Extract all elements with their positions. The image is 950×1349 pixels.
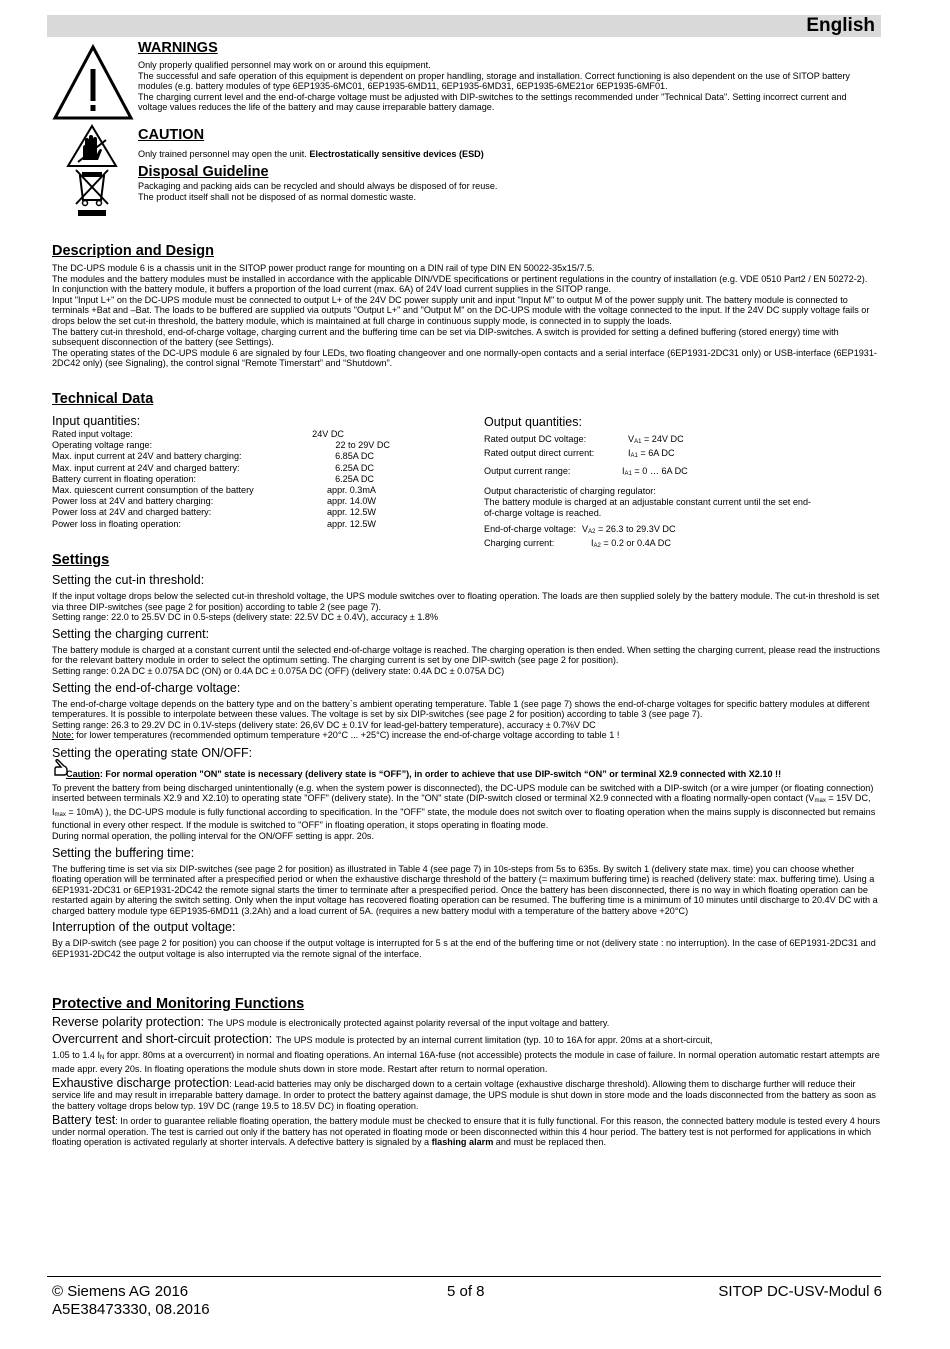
param-value: = 0.2 or 0.4A DC — [603, 538, 671, 549]
param-value: 24V DC — [312, 429, 344, 439]
eoc-range: Setting range: 26.3 to 29.2V DC in 0.1V-steps (delivery state: 26,6V DC ± 0.1V for lead-gel-battery temperature), accuracy ± 0.7%V DC — [52, 719, 596, 730]
param-subscript: A1 — [624, 471, 632, 478]
pointing-hand-icon — [52, 759, 70, 777]
param-label: Rated input voltage: — [52, 429, 133, 439]
onoff-subscript: max — [814, 798, 826, 805]
param-label: Rated output direct current: — [484, 448, 595, 459]
caution-section — [138, 127, 878, 160]
protective-title: Protective and Monitoring Functions — [52, 996, 305, 1012]
output-quantities — [484, 415, 844, 553]
reverse-polarity — [52, 1017, 882, 1029]
table-row — [52, 507, 412, 518]
param-value: = 0 … 6A DC — [634, 466, 688, 477]
param-value: 6.25A DC — [335, 473, 374, 484]
param-label: End-of-charge voltage: — [484, 524, 577, 535]
table-row — [484, 448, 844, 462]
reverse-title: Reverse polarity protection: — [52, 1015, 208, 1029]
disposal-section — [138, 164, 878, 202]
onoff-text-part: = 10mA) ), the DC-UPS module is fully functional according to specification. In the "OFF" state, the module does not switch over to floating operation when the mains supply is disconnected but remains functional in every other respect. If the module is switched to "OFF" in floating operation, it stops operating in floating mode. — [52, 806, 876, 831]
overcurrent-subscript: N — [100, 1055, 105, 1062]
input-quantities-table — [52, 429, 412, 530]
description-paragraph: The modules and the battery modules must be installed in accordance with the applicable DIN/VDE specifications or pertinent regulations in the country of installation (e.g. VDE 0510 Part2 / EN 50272-2). — [52, 273, 868, 284]
param-value: appr. 14.0W — [326, 496, 376, 507]
footer-divider — [47, 1276, 881, 1277]
param-value: = 24V DC — [643, 434, 684, 444]
overcurrent-text: 1.05 to 1.4 I — [52, 1050, 101, 1061]
overcurrent-cont — [52, 1050, 882, 1074]
onoff-text — [52, 783, 882, 831]
battery-test-title: Battery test — [52, 1113, 116, 1128]
warnings-line: Only properly qualified personnel may work on or around this equipment. — [138, 60, 431, 70]
footer-doc-id: A5E38473330, 08.2016 — [52, 1301, 210, 1318]
table-row — [52, 474, 412, 485]
input-quantities — [52, 414, 412, 530]
input-quantities-title: Input quantities: — [52, 414, 141, 428]
onoff-title: Setting the operating state ON/OFF: — [52, 745, 253, 760]
param-value: appr. 12.5W — [326, 518, 376, 529]
interruption-text: By a DIP-switch (see page 2 for position) you can choose if the output voltage is interrupted for 5 s at the end of the buffering time or not (delivery state : no interruption). In the case of 6EP1931-2DC31 and 6EP1931-2DC42 the output voltage is also interrupted via the remote signal of the interface. — [52, 938, 876, 960]
cutin-text: If the input voltage drops below the selected cut-in threshold voltage, the UPS module switches over to floating operation. The loads are then supplied solely by the battery module. The cut-in threshold is set via three DIP-switches (see page 2 for position) according to table 2 (see page 7). — [52, 591, 880, 612]
param-label: Power loss at 24V and charged battery: — [52, 507, 212, 518]
cutin-range: Setting range: 22.0 to 25.5V DC in 0.5-steps (delivery state: 22.5V DC ± 0.4V), accuracy ± 1.8% — [52, 612, 439, 623]
buffer-text: The buffering time is set via six DIP-switches (see page 2 for position) as illustrated in Table 4 (see page 7) in 10s-steps from 5s to 635s. By switch 1 (delivery state max. time) you can choose whether floating operation will be terminated after a prespecified period or when the exhaustive discharge threshold of the battery (= maximum buffering time) is reached (delivery state: max. buffering time). Using a 6EP1931-2DC31 or 6EP1931-2DC42 the remote signal starts the timer to terminate after a prespecified period. Once the battery has been disconnected, there is no way in which floating operation can be restarted again by altering the switch setting. Only when the input voltage has recovered floating operation can be resumed. The buffering time is a minimum of 10 minutes until discharge to 20.4V DC with a charged battery module type 6EP1935-6MD11 (3.2Ah) and a load current of 5A. (requires a new battery modul with a temperature of the battery above +20°C) — [52, 863, 878, 916]
charging-text: The battery module is charged at a constant current until the selected end-of-charge voltage is reached. The charging operation is then ended. When setting the charging current, please read the instructions for the relevant battery module in order to select the optimum setting. The charging current is set by one DIP-switch (see page 2 for position). — [52, 644, 880, 666]
param-label: Power loss in floating operation: — [52, 518, 181, 529]
onoff-text-part: = 15V DC, I — [52, 793, 871, 817]
param-value: 22 to 29V DC — [335, 440, 390, 451]
disposal-title: Disposal Guideline — [138, 164, 269, 180]
charge-char-title: Output characteristic of charging regulator: — [484, 485, 656, 496]
table-row — [52, 429, 412, 440]
exhaustive-title: Exhaustive discharge protection — [52, 1076, 230, 1091]
param-subscript: A2 — [588, 529, 596, 536]
output-quantities-title: Output quantities: — [484, 415, 582, 429]
param-symbol: V — [628, 434, 635, 444]
language-bar — [47, 15, 881, 37]
param-label: Max. quiescent current consumption of the battery — [52, 485, 254, 496]
footer-product: SITOP DC-USV-Modul 6 — [718, 1283, 882, 1300]
param-symbol: V — [582, 524, 589, 535]
table-row — [484, 538, 844, 552]
param-value: = 26.3 to 29.3V DC — [597, 524, 676, 535]
warning-triangle-icon — [52, 44, 134, 121]
table-row — [484, 466, 844, 480]
param-subscript: A1 — [630, 453, 638, 460]
table-row — [484, 524, 844, 538]
language-label: English — [806, 15, 875, 36]
buffer-title: Setting the buffering time: — [52, 845, 195, 860]
battery-test-text: and must be replaced then. — [493, 1137, 607, 1148]
param-subscript: A1 — [634, 439, 642, 445]
eoc-note — [52, 730, 882, 741]
esd-hand-icon — [66, 124, 118, 168]
onoff-caution — [52, 769, 882, 780]
table-row — [52, 463, 412, 474]
param-label: Operating voltage range: — [52, 440, 153, 451]
param-label: Rated output DC voltage: — [484, 434, 587, 444]
description-paragraph: Input "Input L+" on the DC-UPS module must be connected to output L+ of the 24V DC power supply unit and input "Input M" to output M of the power supply unit. The battery module is connected to terminals +Bat and –Bat. The loads to be buffered are supplied via outputs "Output L+" and "Output M" on the DC-UPS module with the voltage connected to the input. If the 24V DC supply voltage fails or drops below the set cut-in threshold, the battery module, which is maintained at full charge in continuous supply mode, is connected in to supply the loads. — [52, 294, 870, 326]
footer-copyright: © Siemens AG 2016 — [52, 1283, 189, 1300]
settings-title: Settings — [52, 552, 110, 568]
description-section — [52, 243, 882, 369]
description-title: Description and Design — [52, 243, 214, 259]
eoc-text: The end-of-charge voltage depends on the battery type and on the battery`s ambient operating temperature. Table 1 (see page 7) shows the end-of-charge voltages for specific battery modules at different temperatures. It is possible to interpolate between these values. The voltage is set by six DIP-switches (see page 2 for position) according to table 3 (see page 7). — [52, 698, 870, 720]
overcurrent — [52, 1031, 882, 1046]
description-paragraph: In conjunction with the battery module, it buffers a proportion of the load current (max. 6A) of 24V load current supplies in the SITOP range. — [52, 284, 612, 295]
param-label: Charging current: — [484, 538, 555, 549]
param-label: Output current range: — [484, 466, 571, 477]
battery-test-text: : In order to guarantee reliable floating operation, the battery module must be checked to ensure that it is fully functional. For this reason, the connected battery module is tested every 4 hours under normal operation. The test is carried out only if the battery has not operated in floating mode or been disconnected within this 4 hour period. The battery test is not performed for applications in which floating operation is activated regularly at shorter intervals. A defective battery is signaled by a — [52, 1116, 881, 1148]
reverse-text: The UPS module is electronically protected against polarity reversal of the input voltage and battery. — [207, 1018, 610, 1028]
onoff-caution-text — [52, 769, 882, 780]
onoff-text-part: To prevent the battery from being discharged unintentionally (e.g. when the system power is disconnected), the DC-UPS module can be switched with a DIP-switch (or a wire jumper (or floating connection) inserted between terminals X2.9 and X2.10) to operating state "OFF" (delivery state). In the "ON" state (DIP-switch closed or terminal X2.9 connected with a floating normally-open contact (V — [52, 782, 874, 804]
param-value: appr. 0.3mA — [326, 485, 376, 496]
note-text: for lower temperatures (recommended optimum temperature +20°C ... +25°C) increase the end-of-charge voltage according to table 1 ! — [73, 730, 620, 741]
warnings-title: WARNINGS — [138, 40, 218, 56]
warnings-line: The successful and safe operation of this equipment is dependent on proper handling, storage and installation. Correct functioning is also dependent on the use of SITOP battery modules (e.g. battery modules of type 6EP1935-6MC01, 6EP1935-6MD11, 6EP1935-6MD31, 6EP1935-6ME21or 6EP1935-6MF01. — [138, 70, 850, 92]
onoff-subscript: max — [54, 811, 66, 818]
charge-char-text: The battery module is charged at an adjustable constant current until the set end-of-charge voltage is reached. — [484, 496, 812, 519]
charging-range: Setting range: 0.2A DC ± 0.075A DC (ON) or 0.4A DC ± 0.075A DC (OFF) (delivery state: 0.4A DC ± 0.075A DC) — [52, 665, 505, 676]
charging-title: Setting the charging current: — [52, 626, 210, 641]
crossed-bin-icon — [70, 166, 114, 218]
caution-label: Caution — [66, 768, 100, 779]
param-label: Power loss at 24V and battery charging: — [52, 496, 214, 507]
param-symbol: I — [591, 538, 594, 549]
protective-section — [52, 996, 882, 1148]
technical-title: Technical Data — [52, 391, 154, 407]
onoff-text-polling: During normal operation, the polling interval for the ON/OFF setting is appr. 20s. — [52, 830, 374, 841]
table-row — [484, 434, 844, 448]
battery-test — [52, 1115, 882, 1148]
description-paragraph: The battery cut-in threshold, end-of-charge voltage, charging current and the buffering time can be set via DIP-switches. A switch is provided for setting a defined buffering (stored energy) time with subsequent disconnection of the battery (see Settings). — [52, 326, 839, 348]
disposal-line: Packaging and packing aids can be recycled and should always be disposed of for reuse. — [138, 181, 498, 191]
caution-text-bold: Electrostatically sensitive devices (ESD) — [309, 149, 484, 159]
footer-page-number: 5 of 8 — [447, 1283, 485, 1300]
param-value: 6.25A DC — [335, 462, 374, 473]
exhaustive-text: : Lead-acid batteries may only be discharged down to a certain voltage (exhaustive discharge threshold). Allowing them to discharge further will reduce their service life and may result in irreparable battery damage. In order to protect the battery against damage, the UPS module is shut down in store mode and the loads disconnected from the battery as soon as the battery voltage drops below typ. 19V DC (range 19.5 to 18.5V DC) in floating operation. — [52, 1079, 876, 1111]
table-row — [52, 519, 412, 530]
param-label: Max. input current at 24V and battery charging: — [52, 451, 242, 462]
interruption-title: Interruption of the output voltage: — [52, 920, 236, 935]
param-subscript: A2 — [593, 543, 601, 550]
exhaustive-discharge — [52, 1078, 882, 1111]
warnings-line: The charging current level and the end-of-charge voltage must be adjusted with DIP-switches to the settings recommended under "Technical Data". Setting incorrect current and voltage values reduces the life of the battery and may cause irreparable battery damage. — [138, 91, 847, 113]
table-row — [52, 496, 412, 507]
table-row — [52, 440, 412, 451]
param-symbol: I — [628, 448, 631, 459]
table-row — [52, 451, 412, 462]
disposal-line: The product itself shall not be disposed of as normal domestic waste. — [138, 191, 417, 202]
param-value: appr. 12.5W — [326, 507, 376, 518]
note-label: Note: — [52, 730, 74, 741]
overcurrent-text: The UPS module is protected by an internal current limitation (typ. 10 to 16A for appr. 20ms at a short-circuit, — [275, 1034, 713, 1045]
caution-message: : For normal operation "ON" state is necessary (delivery state is “OFF”), in order to achieve that use DIP-switch “ON” or terminal X2.9 connected with X2.10 !! — [99, 768, 782, 779]
caution-text — [138, 149, 878, 160]
cutin-title: Setting the cut-in threshold: — [52, 573, 205, 587]
output-quantities-table — [484, 434, 844, 553]
table-row — [52, 485, 412, 496]
overcurrent-title: Overcurrent and short-circuit protection: — [52, 1031, 276, 1046]
caution-title: CAUTION — [138, 127, 205, 143]
param-label: Battery current in floating operation: — [52, 473, 197, 484]
description-paragraph: The DC-UPS module 6 is a chassis unit in the SITOP power product range for mounting on a DIN rail of type DIN EN 50022-35x15/7.5. — [52, 263, 595, 273]
overcurrent-text: for appr. 80ms at a overcurrent) in normal and floating operations. An internal 16A-fuse (not accessible) protects the module in case of failure. In normal operation automatic restart attempts are made appr. every 20s. In floating operations the module shuts down in store mode. Restart after return to normal operation. — [52, 1050, 880, 1074]
description-paragraph: The operating states of the DC-UPS module 6 are signaled by four LEDs, two floating changeover and one normally-open contacts and a serial interface (6EP1931-2DC31 only) or USB-interface (6EP1931-2DC42 only) (see Signaling), the control signal “Remote Timerstart” and “Shutdown”. — [52, 347, 877, 369]
param-value: = 6A DC — [640, 448, 675, 459]
param-symbol: I — [622, 466, 625, 477]
param-label: Max. input current at 24V and charged battery: — [52, 462, 240, 473]
param-value: 6.85A DC — [335, 451, 374, 462]
eoc-title: Setting the end-of-charge voltage: — [52, 680, 241, 695]
caution-text-plain: Only trained personnel may open the unit. — [138, 149, 310, 159]
battery-test-bold: flashing alarm — [431, 1137, 494, 1148]
settings-section — [52, 552, 882, 960]
warnings-section — [138, 40, 878, 113]
